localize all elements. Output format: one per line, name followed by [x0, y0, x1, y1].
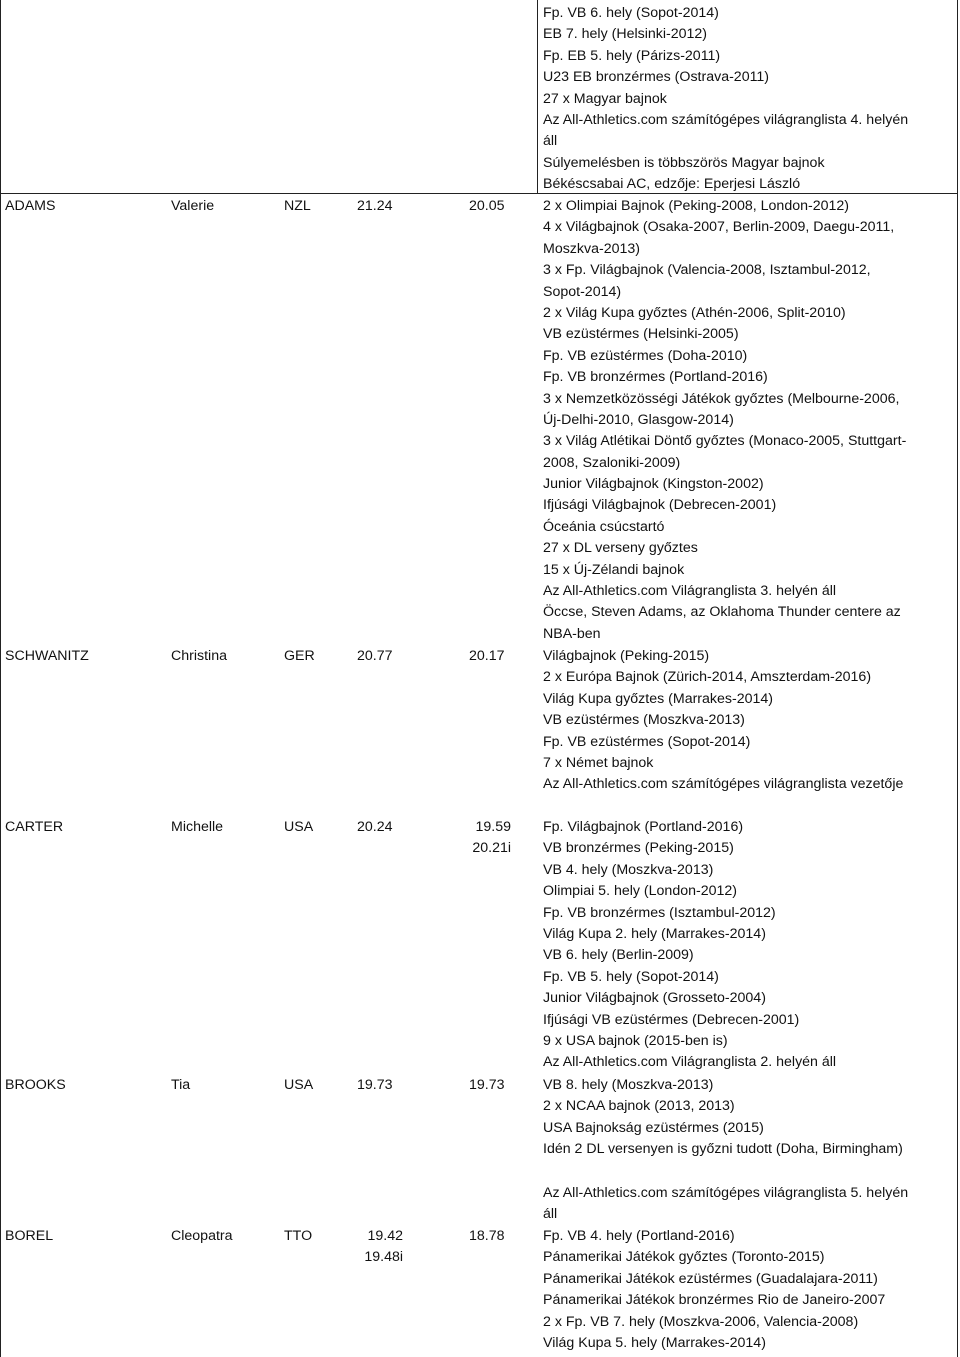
season-best: 18.78 — [469, 1228, 505, 1244]
achievement-line: Öccse, Steven Adams, az Oklahoma Thunder centere az — [543, 604, 901, 621]
achievement-line: 15 x Új-Zélandi bajnok — [543, 561, 685, 578]
athlete-nationality: NZL — [284, 198, 311, 214]
achievement-line: Békéscsabai AC, edzője: Eperjesi László — [543, 176, 801, 193]
achievement-line: VB 8. hely (Moszkva-2013) — [543, 1077, 714, 1093]
achievements-cell — [543, 817, 955, 1074]
achievement-line: Súlyemelésben is többszörös Magyar bajnok — [543, 154, 825, 171]
athlete-nationality: USA — [284, 819, 314, 835]
achievements-cell — [543, 1075, 955, 1225]
achievement-line: Fp. VB 4. hely (Portland-2016) — [543, 1228, 735, 1244]
achievement-line: Fp. VB 5. hely (Sopot-2014) — [543, 968, 719, 985]
achievement-line: Fp. VB bronzérmes (Portland-2016) — [543, 369, 768, 386]
table-column-divider — [537, 0, 538, 193]
achievement-line: Világ Kupa 2. hely (Marrakes-2014) — [543, 925, 766, 942]
athlete-first-name: Cleopatra — [171, 1228, 233, 1244]
achievement-line: Az All-Athletics.com Világranglista 3. helyén áll — [543, 583, 837, 600]
achievement-line: 3 x Nemzetközösségi Játékok győztes (Melbourne-2006, — [543, 390, 900, 407]
achievement-line: Ifjúsági Világbajnok (Debrecen-2001) — [543, 497, 777, 514]
personal-best: 21.24 — [357, 198, 393, 214]
personal-best-value: 19.42 — [367, 1228, 403, 1244]
achievement-line: Junior Világbajnok (Grosseto-2004) — [543, 990, 766, 1007]
achievement-line: 2008, Szaloniki-2009) — [543, 454, 681, 471]
achievement-line: 2 x Olimpiai Bajnok (Peking-2008, London-2012) — [543, 198, 850, 214]
achievement-line: EB 7. hely (Helsinki-2012) — [543, 26, 708, 43]
achievement-line: Moszkva-2013) — [543, 240, 640, 257]
achievement-line: áll — [543, 1205, 558, 1222]
achievements-cell — [543, 196, 955, 645]
achievement-line: USA Bajnokság ezüstérmes (2015) — [543, 1119, 764, 1136]
achievement-line: 27 x Magyar bajnok — [543, 90, 667, 107]
athlete-last-name: BOREL — [5, 1228, 54, 1244]
achievement-line: NBA-ben — [543, 625, 601, 642]
achievement-line: VB 6. hely (Berlin-2009) — [543, 947, 694, 964]
athlete-nationality: TTO — [284, 1228, 313, 1244]
achievement-line: Idén 2 DL versenyen is győzni tudott (Doha, Birmingham) — [543, 1141, 903, 1158]
achievement-line: 9 x USA bajnok (2015-ben is) — [543, 1032, 728, 1049]
achievement-line: 2 x NCAA bajnok (2013, 2013) — [543, 1098, 735, 1115]
personal-best: 20.24 — [357, 819, 393, 835]
season-best-value: 19.59 — [475, 819, 511, 835]
achievement-line: VB bronzérmes (Peking-2015) — [543, 840, 734, 857]
achievement-line: áll — [543, 133, 558, 150]
athlete-first-name: Michelle — [171, 819, 224, 835]
athlete-last-name: ADAMS — [5, 198, 56, 214]
table-border-right — [957, 0, 958, 1357]
achievement-line: 3 x Fp. Világbajnok (Valencia-2008, Isztambul-2012, — [543, 262, 871, 279]
achievements-cell — [543, 646, 955, 796]
achievement-line: Fp. EB 5. hely (Párizs-2011) — [543, 47, 721, 64]
achievement-line: U23 EB bronzérmes (Ostrava-2011) — [543, 69, 770, 86]
season-best-indoor: 20.21i — [472, 840, 511, 857]
athlete-last-name: BROOKS — [5, 1077, 66, 1093]
achievement-line: Pánamerikai Játékok ezüstérmes (Guadalajara-2011) — [543, 1270, 878, 1287]
season-best: 20.05 — [469, 198, 505, 214]
achievement-line: Fp. VB bronzérmes (Isztambul-2012) — [543, 904, 776, 921]
achievement-line: Pánamerikai Játékok bronzérmes Rio de Janeiro-2007 — [543, 1292, 886, 1309]
athlete-nationality: GER — [284, 648, 315, 664]
achievement-line: Új-Delhi-2010, Glasgow-2014) — [543, 411, 734, 428]
achievement-line: Junior Világbajnok (Kingston-2002) — [543, 476, 764, 493]
achievement-line: 2 x Európa Bajnok (Zürich-2014, Amszterdam-2016) — [543, 669, 872, 686]
athlete-first-name: Valerie — [171, 198, 215, 214]
personal-best-indoor: 19.48i — [364, 1249, 403, 1266]
achievement-line: 3 x Világ Atlétikai Döntő győztes (Monaco-2005, Stuttgart- — [543, 433, 907, 450]
personal-best: 19.73 — [357, 1077, 393, 1093]
achievement-line: Fp. VB ezüstérmes (Sopot-2014) — [543, 733, 751, 750]
achievements-cell — [543, 1226, 955, 1354]
achievement-line: 27 x DL verseny győztes — [543, 540, 698, 557]
achievement-line: Ifjúsági VB ezüstérmes (Debrecen-2001) — [543, 1011, 800, 1028]
achievement-line: Olimpiai 5. hely (London-2012) — [543, 883, 738, 900]
achievement-line: Sopot-2014) — [543, 283, 622, 300]
achievement-line: VB 4. hely (Moszkva-2013) — [543, 861, 714, 878]
achievement-line: VB ezüstérmes (Helsinki-2005) — [543, 326, 739, 343]
season-best: 19.73 — [469, 1077, 505, 1093]
personal-best — [359, 1226, 403, 1269]
achievement-line: Pánamerikai Játékok győztes (Toronto-2015) — [543, 1249, 825, 1266]
achievement-line: Az All-Athletics.com számítógépes világranglista 4. helyén — [543, 111, 909, 128]
achievement-line: Világbajnok (Peking-2015) — [543, 648, 710, 664]
achievement-line: Fp. VB ezüstérmes (Doha-2010) — [543, 347, 748, 364]
achievement-line: 2 x Világ Kupa győztes (Athén-2006, Split-2010) — [543, 304, 846, 321]
season-best: 20.17 — [469, 648, 505, 664]
achievement-line: 7 x Német bajnok — [543, 754, 654, 771]
athlete-first-name: Christina — [171, 648, 227, 664]
achievement-line: Világ Kupa győztes (Marrakes-2014) — [543, 690, 774, 707]
achievement-line: Az All-Athletics.com számítógépes világranglista 5. helyén — [543, 1184, 909, 1201]
achievement-line: Világ Kupa 5. hely (Marrakes-2014) — [543, 1334, 766, 1351]
achievement-line: Fp. Világbajnok (Portland-2016) — [543, 819, 744, 835]
table-border-left — [0, 0, 1, 1357]
athlete-last-name: SCHWANITZ — [5, 648, 89, 664]
achievement-line: Fp. VB 6. hely (Sopot-2014) — [543, 5, 719, 21]
achievement-line — [543, 1161, 955, 1183]
achievements-cell — [543, 3, 955, 196]
achievement-line: Óceánia csúcstartó — [543, 518, 665, 535]
achievement-line: 4 x Világbajnok (Osaka-2007, Berlin-2009, Daegu-2011, — [543, 219, 895, 236]
achievement-line: VB ezüstérmes (Moszkva-2013) — [543, 712, 745, 729]
athlete-nationality: USA — [284, 1077, 314, 1093]
athlete-first-name: Tia — [171, 1077, 191, 1093]
personal-best: 20.77 — [357, 648, 393, 664]
achievement-line: Az All-Athletics.com számítógépes világranglista vezetője — [543, 776, 904, 793]
athlete-last-name: CARTER — [5, 819, 64, 835]
achievement-line: 2 x Fp. VB 7. hely (Moszkva-2006, Valencia-2008) — [543, 1313, 859, 1330]
achievement-line: Az All-Athletics.com Világranglista 2. helyén áll — [543, 1054, 837, 1071]
season-best — [469, 817, 511, 860]
